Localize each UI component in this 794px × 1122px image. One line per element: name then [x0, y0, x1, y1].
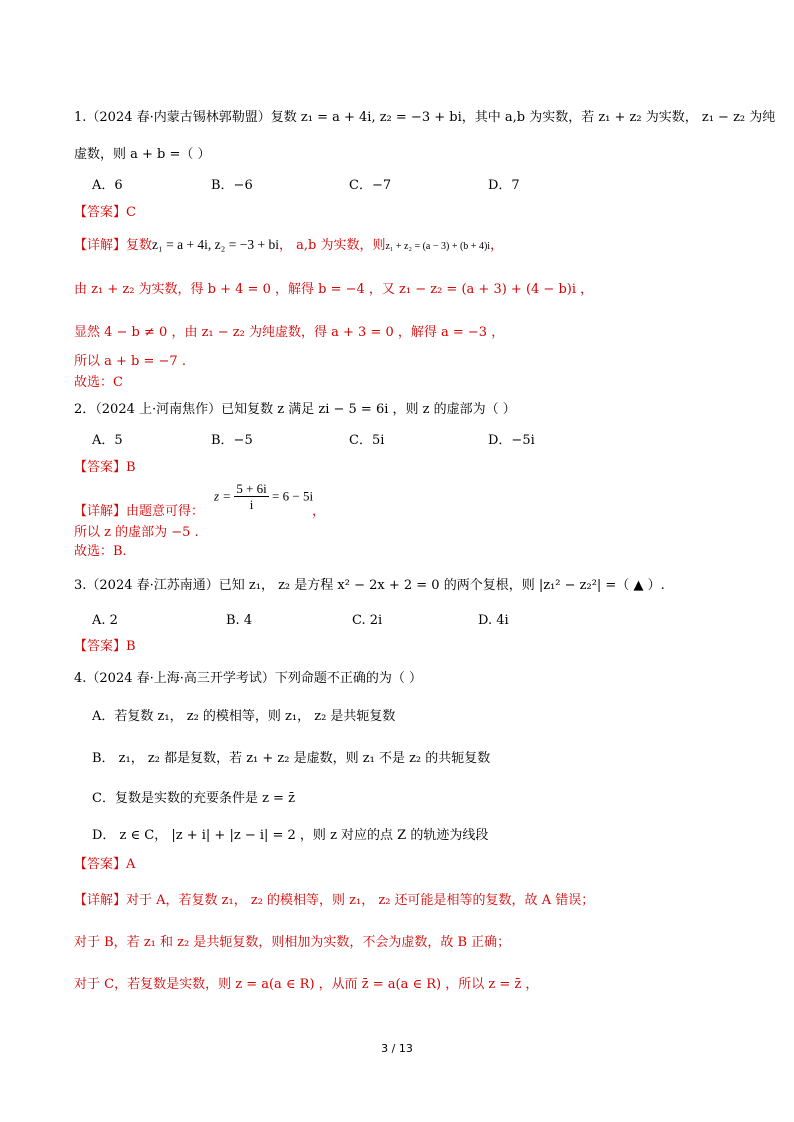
q4-stem: 4.（2024 春·上海·高三开学考试）下列命题不正确的为（ ）: [74, 671, 423, 686]
q3-option-a: A. 2: [92, 613, 118, 628]
q3-option-b: B. 4: [226, 613, 253, 628]
q1-detail-line4: 所以 a + b = −7 .: [74, 354, 186, 369]
q1-detail-end: ，: [490, 238, 504, 253]
q2-option-c: C．5i: [349, 433, 385, 448]
q2-choose: 故选：B.: [74, 544, 127, 559]
q1-option-b: B．−6: [211, 178, 253, 193]
q4-option-d: D． z ∈ C， |z + i| + |z − i| = 2 ，则 z 对应的点 Z 的轨迹为线段: [92, 828, 489, 843]
q1-detail-line3: 显然 4 − b ≠ 0 ，由 z₁ − z₂ 为纯虚数，得 a + 3 = 0 ，解得 a = −3 ，: [74, 325, 505, 340]
q1-detail-math1: z₁ = a + 4i, z₂ = −3 + bi: [152, 237, 279, 252]
q1-detail-label: 【详解】复数: [74, 238, 153, 253]
q4-detail-line1: 【详解】对于 A，若复数 z₁， z₂ 的模相等，则 z₁， z₂ 还可能是相等的复数，故 A 错误；: [74, 893, 595, 908]
q2-detail-label: 【详解】由题意可得：: [74, 504, 205, 519]
q3-answer: 【答案】B: [74, 639, 136, 654]
q2-option-b: B．−5: [211, 433, 253, 448]
q2-frac-rhs: = 6 − 5i: [272, 488, 314, 504]
q2-frac-numerator: 5 + 6i: [236, 481, 267, 496]
q4-answer: 【答案】A: [74, 857, 136, 872]
q4-option-c: C．复数是实数的充要条件是 z = z̄: [92, 791, 295, 806]
q1-answer: 【答案】C: [74, 205, 136, 220]
page-number: 3 / 13: [381, 1042, 413, 1055]
q1-detail-mid: ， a,b 为实数，则: [278, 238, 386, 253]
q3-option-d: D. 4i: [478, 613, 509, 628]
q3-stem: 3.（2024 春·江苏南通）已知 z₁， z₂ 是方程 x² − 2x + 2 = 0 的两个复根，则 |z₁² − z₂²| =（ ▲ ）.: [74, 578, 665, 593]
q1-detail-math2: z₁ + z₂ = (a − 3) + (b + 4)i: [385, 241, 491, 252]
q2-detail-line2: 所以 z 的虚部为 −5 .: [74, 525, 199, 540]
q2-frac-denominator: i: [249, 497, 254, 512]
q4-option-b: B． z₁， z₂ 都是复数，若 z₁ + z₂ 是虚数，则 z₁ 不是 z₂ 的共轭复数: [92, 751, 491, 766]
q1-stem-line2: 虚数，则 a + b =（ ）: [74, 147, 211, 162]
q2-option-d: D．−5i: [488, 433, 535, 448]
q2-answer: 【答案】B: [74, 460, 136, 475]
q3-option-c: C. 2i: [352, 613, 383, 628]
q1-option-c: C．−7: [349, 178, 392, 193]
q2-stem: 2．（2024 上·河南焦作）已知复数 z 满足 zi − 5 = 6i ，则 z 的虚部为（ ）: [74, 402, 516, 417]
q1-detail-line1: [74, 236, 503, 256]
q4-option-a: A．若复数 z₁， z₂ 的模相等，则 z₁， z₂ 是共轭复数: [92, 709, 396, 724]
q2-detail-end: ，: [312, 504, 326, 519]
q1-detail-line2: 由 z₁ + z₂ 为实数，得 b + 4 = 0 ，解得 b = −4 ，又 z₁ − z₂ = (a + 3) + (4 − b)i ，: [74, 282, 594, 297]
q4-detail-line3: 对于 C，若复数是实数，则 z = a(a ∈ R) ，从而 z̄ = a(a ∈ R) ，所以 z = z̄ ，: [74, 977, 539, 992]
q2-fraction-expression: [214, 481, 313, 512]
q2-option-a: A．5: [92, 433, 123, 448]
q1-option-d: D．7: [488, 178, 520, 193]
q1-stem-line1: 1.（2024 春·内蒙古锡林郭勒盟）复数 z₁ = a + 4i, z₂ = −3 + bi，其中 a,b 为实数，若 z₁ + z₂ 为实数， z₁ − z₂ 为纯: [74, 110, 776, 125]
q2-fraction: [234, 481, 268, 512]
q4-detail-line2: 对于 B，若 z₁ 和 z₂ 是共轭复数，则相加为实数，不会为虚数，故 B 正确；: [74, 935, 511, 950]
q1-option-a: A．6: [92, 178, 123, 193]
q1-choose: 故选：C: [74, 375, 123, 390]
q2-frac-lhs: z =: [214, 488, 232, 504]
